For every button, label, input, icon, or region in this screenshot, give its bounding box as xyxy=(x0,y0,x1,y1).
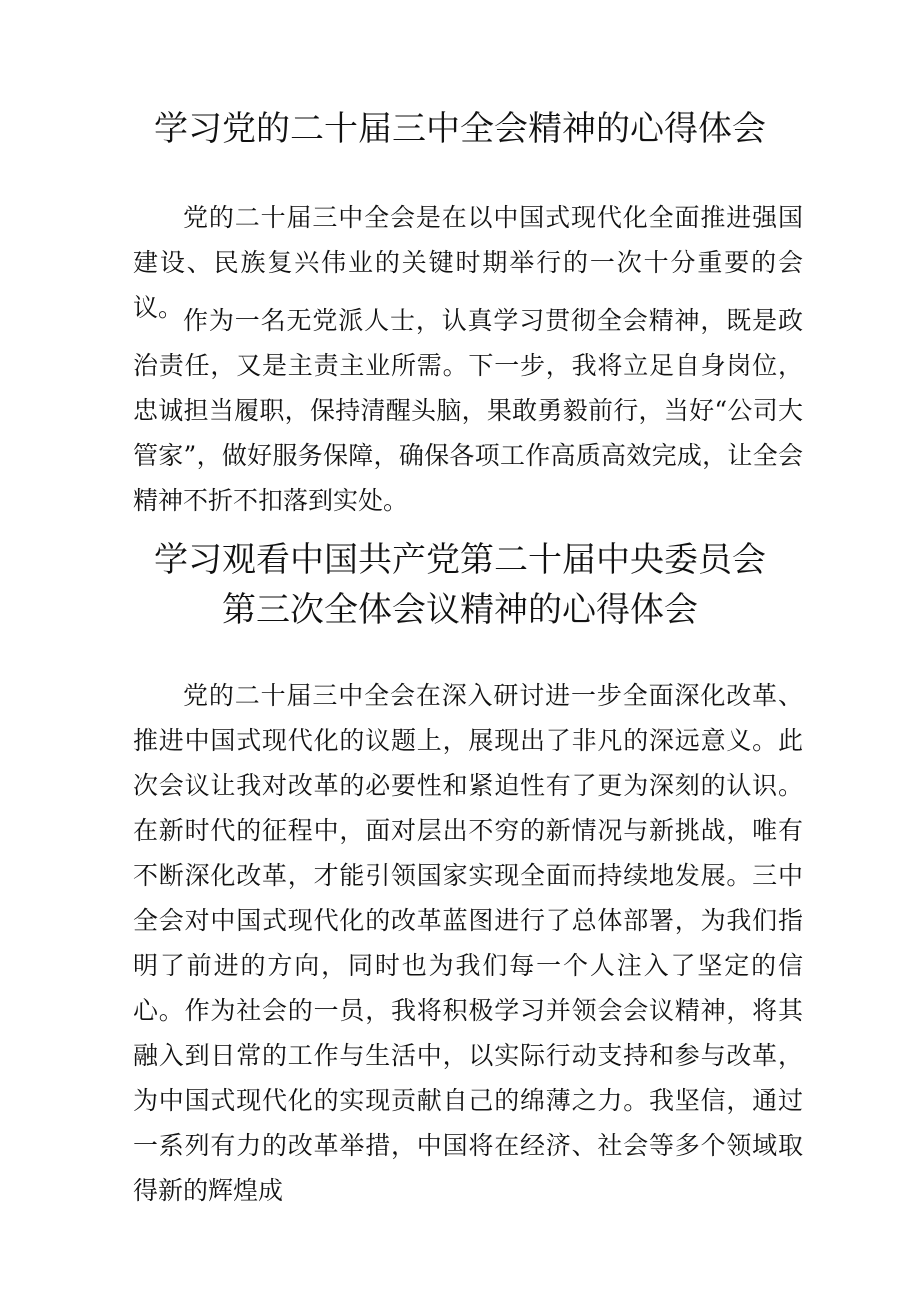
section-1-title: 学习党的二十届三中全会精神的心得体会 xyxy=(154,109,766,149)
section-2-title-line-2: 第三次全体会议精神的心得体会 xyxy=(222,590,698,630)
section-2-title-line-1: 学习观看中国共产党第二十届中央委员会 xyxy=(154,540,766,580)
section-2-title xyxy=(0,535,920,635)
section-1-paragraph-1: 党的二十届三中全会是在以中国式现代化全面推进强国建设、民族复兴伟业的关键时期举行的一次十分重要的会议。 xyxy=(133,203,803,322)
section-1-paragraph-2: 作为一名无党派人士，认真学习贯彻全会精神，既是政治责任，又是主责主业所需。下一步，我将立足自身岗位，忠诚担当履职，保持清醒头脑，果敢勇毅前行，当好“公司大管家”，做好服务保障，确保各项工作高质高效完成，让全会精神不折不扣落到实处。 xyxy=(133,306,803,515)
section-2-paragraph-1: 党的二十届三中全会在深入研讨进一步全面深化改革、推进中国式现代化的议题上，展现出了非凡的深远意义。此次会议让我对改革的必要性和紧迫性有了更为深刻的认识。在新时代的征程中，面对层出不穷的新情况与新挑战，唯有不断深化改革，才能引领国家实现全面而持续地发展。三中全会对中国式现代化的改革蓝图进行了总体部署，为我们指明了前进的方向，同时也为我们每一个人注入了坚定的信心。作为社会的一员，我将积极学习并领会会议精神，将其融入到日常的工作与生活中，以实际行动支持和参与改革，为中国式现代化的实现贡献自己的绵薄之力。我坚信，通过一系列有力的改革举措，中国将在经济、社会等多个领域取得新的辉煌成 xyxy=(133,681,803,1205)
